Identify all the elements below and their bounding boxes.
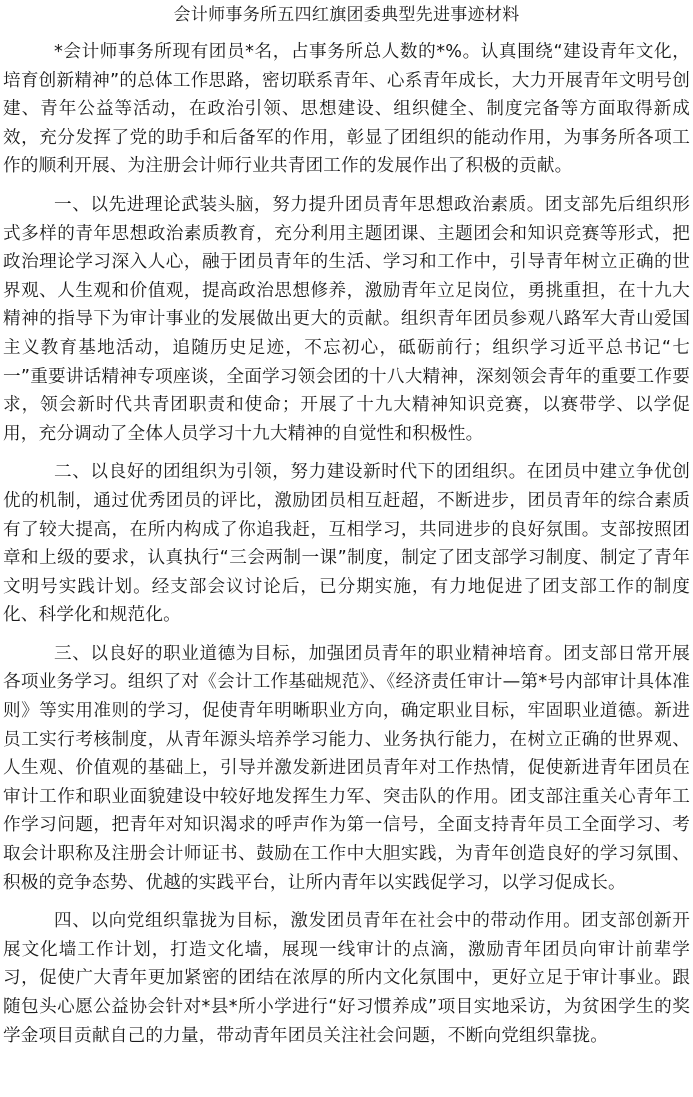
paragraph-section-2: 二、以良好的团组织为引领，努力建设新时代下的团组织。在团员中建立争优创优的机制，通过优秀团员的评比，激励团员相互赶超，不断进步，团员青年的综合素质有了较大提高，在所内构成了你追我赶，互相学习，共同进步的良好氛围。支部按照团章和上级的要求，认真执行“三会两制一课”制度，制定了团支部学习制度、制定了青年文明号实践计划。经支部会议讨论后，已分期实施，有力地促进了团支部工作的制度化、科学化和规范化。 [3, 462, 690, 626]
document-title: 会计师事务所五四红旗团委典型先进事迹材料 [173, 5, 520, 25]
paragraph-section-4: 四、以向党组织靠拢为目标，激发团员青年在社会中的带动作用。团支部创新开展文化墙工作计划，打造文化墙，展现一线审计的点滴，激励青年团员向审计前辈学习，促使广大青年更加紧密的团结在浓厚的所内文化氛围中，更好立足于审计事业。跟随包头心愿公益协会针对*县*所小学进行“好习惯养成”项目实地采访，为贫困学生的奖学金项目贡献自己的力量，带动青年团员关注社会问题，不断向党组织靠拢。 [3, 911, 690, 1046]
paragraph-section-3: 三、以良好的职业道德为目标，加强团员青年的职业精神培育。团支部日常开展各项业务学习。组织了对《会计工作基础规范》、《经济责任审计—第*号内部审计具体准则》等实用准则的学习，促使青年明晰职业方向，确定职业目标，牢固职业道德。新进员工实行考核制度，从青年源头培养学习能力、业务执行能力，在树立正确的世界观、人生观、价值观的基础上，引导并激发新进团员青年对工作热情，促使新进青年团员在审计工作和职业面貌建设中较好地发挥生力军、突击队的作用。团支部注重关心青年工作学习问题，把青年对知识渴求的呼声作为第一信号，全面支持青年员工全面学习、考取会计职称及注册会计师证书、鼓励在工作中大胆实践，为青年创造良好的学习氛围、积极的竞争态势、优越的实践平台，让所内青年以实践促学习，以学习促成长。 [3, 643, 690, 893]
paragraph-intro: *会计师事务所现有团员*名，占事务所总人数的*%。认真围绕“建设青年文化，培育创新精神”的总体工作思路，密切联系青年、心系青年成长，大力开展青年文明号创建、青年公益等活动，在政治引领、思想建设、组织健全、制度完备等方面取得新成效，充分发挥了党的助手和后备军的作用，彰显了团组织的能动作用，为事务所各项工作的顺利开展、为注册会计师行业共青团工作的发展作出了积极的贡献。 [3, 42, 690, 177]
paragraph-section-1: 一、以先进理论武装头脑，努力提升团员青年思想政治素质。团支部先后组织形式多样的青年思想政治素质教育，充分利用主题团课、主题团会和知识竞赛等形式，把政治理论学习深入人心，融于团员青年的生活、学习和工作中，引导青年树立正确的世界观、人生观和价值观，提高政治思想修养，激励青年立足岗位，勇挑重担，在十九大精神的指导下为审计事业的发展做出更大的贡献。组织青年团员参观八路军大青山爱国主义教育基地活动，追随历史足迹，不忘初心，砥砺前行；组织学习近平总书记“七一”重要讲话精神专项座谈，全面学习领会团的十八大精神，深刻领会青年的重要工作要求，领会新时代共青团职责和使命；开展了十九大精神知识竞赛，以赛带学、以学促用，充分调动了全体人员学习十九大精神的自觉性和积极性。 [3, 194, 690, 444]
